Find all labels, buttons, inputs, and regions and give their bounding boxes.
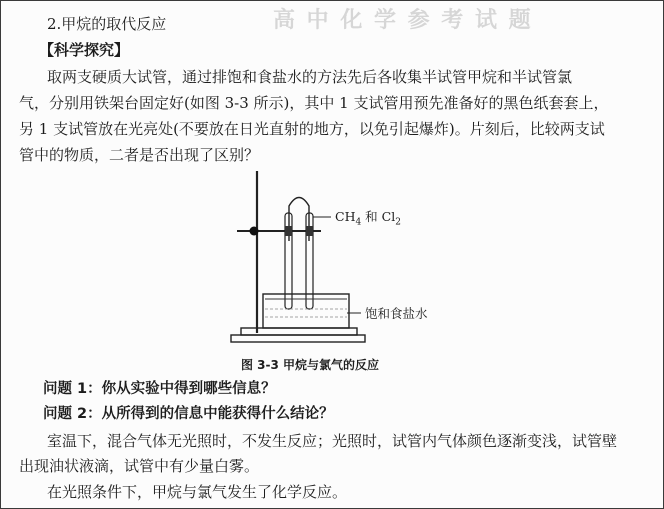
gas-label-text: $CH_4$ 和 $Cl_2$ <box>335 209 401 228</box>
paragraph-line-2: 气，分别用铁架台固定好(如图 3-3 所示)，其中 1 支试管用预先准备好的黑色纸套套上， <box>19 94 609 112</box>
section-tag: 【科学探究】 <box>39 41 130 59</box>
watermark: 高 中 化 学 参 考 试 题 <box>273 7 533 33</box>
paragraph-line-4: 管中的物质，二者是否出现了区别？ <box>19 146 260 164</box>
observation-line-1: 室温下，混合气体无光照时，不发生反应；光照时，试管内气体颜色逐渐变浅，试管壁 <box>47 432 618 450</box>
figure-caption: 图 3-3 甲烷与氯气的反应 <box>241 358 380 372</box>
question-1: 问题 1：你从实验中得到哪些信息？ <box>43 381 276 397</box>
paragraph-line-3: 另 1 支试管放在光亮处(不要放在日光直射的地方，以免引起爆炸)。片刻后，比较两支试 <box>19 120 605 138</box>
section-title: 2.甲烷的取代反应 <box>47 15 167 33</box>
apparatus-figure <box>1 1 663 361</box>
paragraph-line-1: 取两支硬质大试管，通过排饱和食盐水的方法先后各收集半试管甲烷和半试管氯 <box>47 68 573 86</box>
question-2: 问题 2：从所得到的信息中能获得什么结论？ <box>43 406 334 422</box>
conclusion: 在光照条件下，甲烷与氯气发生了化学反应。 <box>47 483 348 501</box>
clamp-knob <box>250 227 259 236</box>
gas-label <box>335 207 401 228</box>
solution-label: 饱和食盐水 <box>365 306 428 321</box>
observation-line-2: 出现油状液滴，试管中有少量白雾。 <box>19 457 260 475</box>
stand-base <box>241 328 357 335</box>
